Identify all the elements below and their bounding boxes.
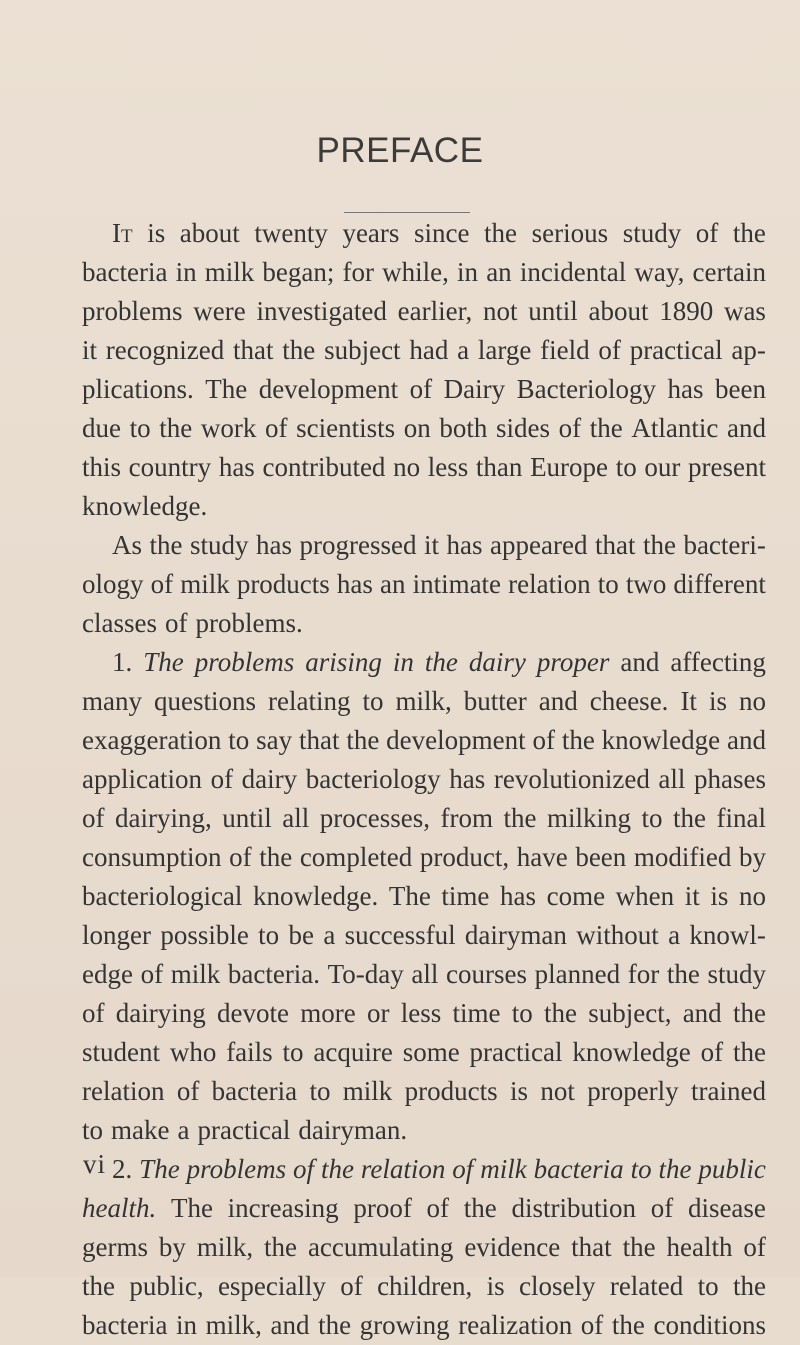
text-line: it recognized that the subject had a large field of practical ap- (82, 335, 766, 365)
text-line: of dairying devote more or less time to the subject, and the (82, 998, 766, 1028)
text-line: 2. The problems of the relation of milk bacteria to the public (112, 1154, 766, 1184)
text-line: health. The increasing proof of the distribution of disease (82, 1193, 766, 1223)
text-line: the public, especially of children, is closely related to the (82, 1271, 766, 1301)
text-line: edge of milk bacteria. To-day all courses planned for the study (82, 959, 766, 989)
text-line: due to the work of scientists on both sides of the Atlantic and (82, 413, 766, 443)
text-line: problems were investigated earlier, not until about 1890 was (82, 296, 766, 326)
text-line: classes of problems. (82, 608, 303, 638)
text-line: It is about twenty years since the serious study of the (112, 218, 766, 248)
text-line: consumption of the completed product, have been modified by (82, 842, 766, 872)
text-line: application of dairy bacteriology has revolutionized all phases (82, 764, 766, 794)
text-line: longer possible to be a successful dairyman without a knowl- (82, 920, 766, 950)
text-line: bacteriological knowledge. The time has come when it is no (82, 881, 766, 911)
text-line: exaggeration to say that the development of the knowledge and (82, 725, 766, 755)
text-line: knowledge. (82, 491, 208, 521)
text-line: many questions relating to milk, butter and cheese. It is no (82, 686, 766, 716)
text-line: bacteria in milk began; for while, in an incidental way, certain (82, 257, 766, 287)
text-line: germs by milk, the accumulating evidence that the health of (82, 1232, 766, 1262)
text-line: bacteria in milk, and the growing realization of the conditions (82, 1310, 766, 1340)
text-line: plications. The development of Dairy Bacteriology has been (82, 374, 766, 404)
text-line: ology of milk products has an intimate relation to two different (82, 569, 766, 599)
page-number: vi (83, 1149, 107, 1179)
text-line: As the study has progressed it has appeared that the bacteri- (112, 530, 766, 560)
text-line: student who fails to acquire some practical knowledge of the (82, 1037, 766, 1067)
page-title: PREFACE (316, 131, 484, 170)
title-divider (344, 212, 470, 213)
text-line: relation of bacteria to milk products is not properly trained (82, 1076, 766, 1106)
text-line: to make a practical dairyman. (82, 1115, 408, 1145)
text-line: of dairying, until all processes, from the milking to the final (82, 803, 766, 833)
text-line: this country has contributed no less than Europe to our present (82, 452, 766, 482)
preface-body (82, 214, 766, 1345)
text-line: 1. The problems arising in the dairy proper and affecting (112, 647, 766, 677)
